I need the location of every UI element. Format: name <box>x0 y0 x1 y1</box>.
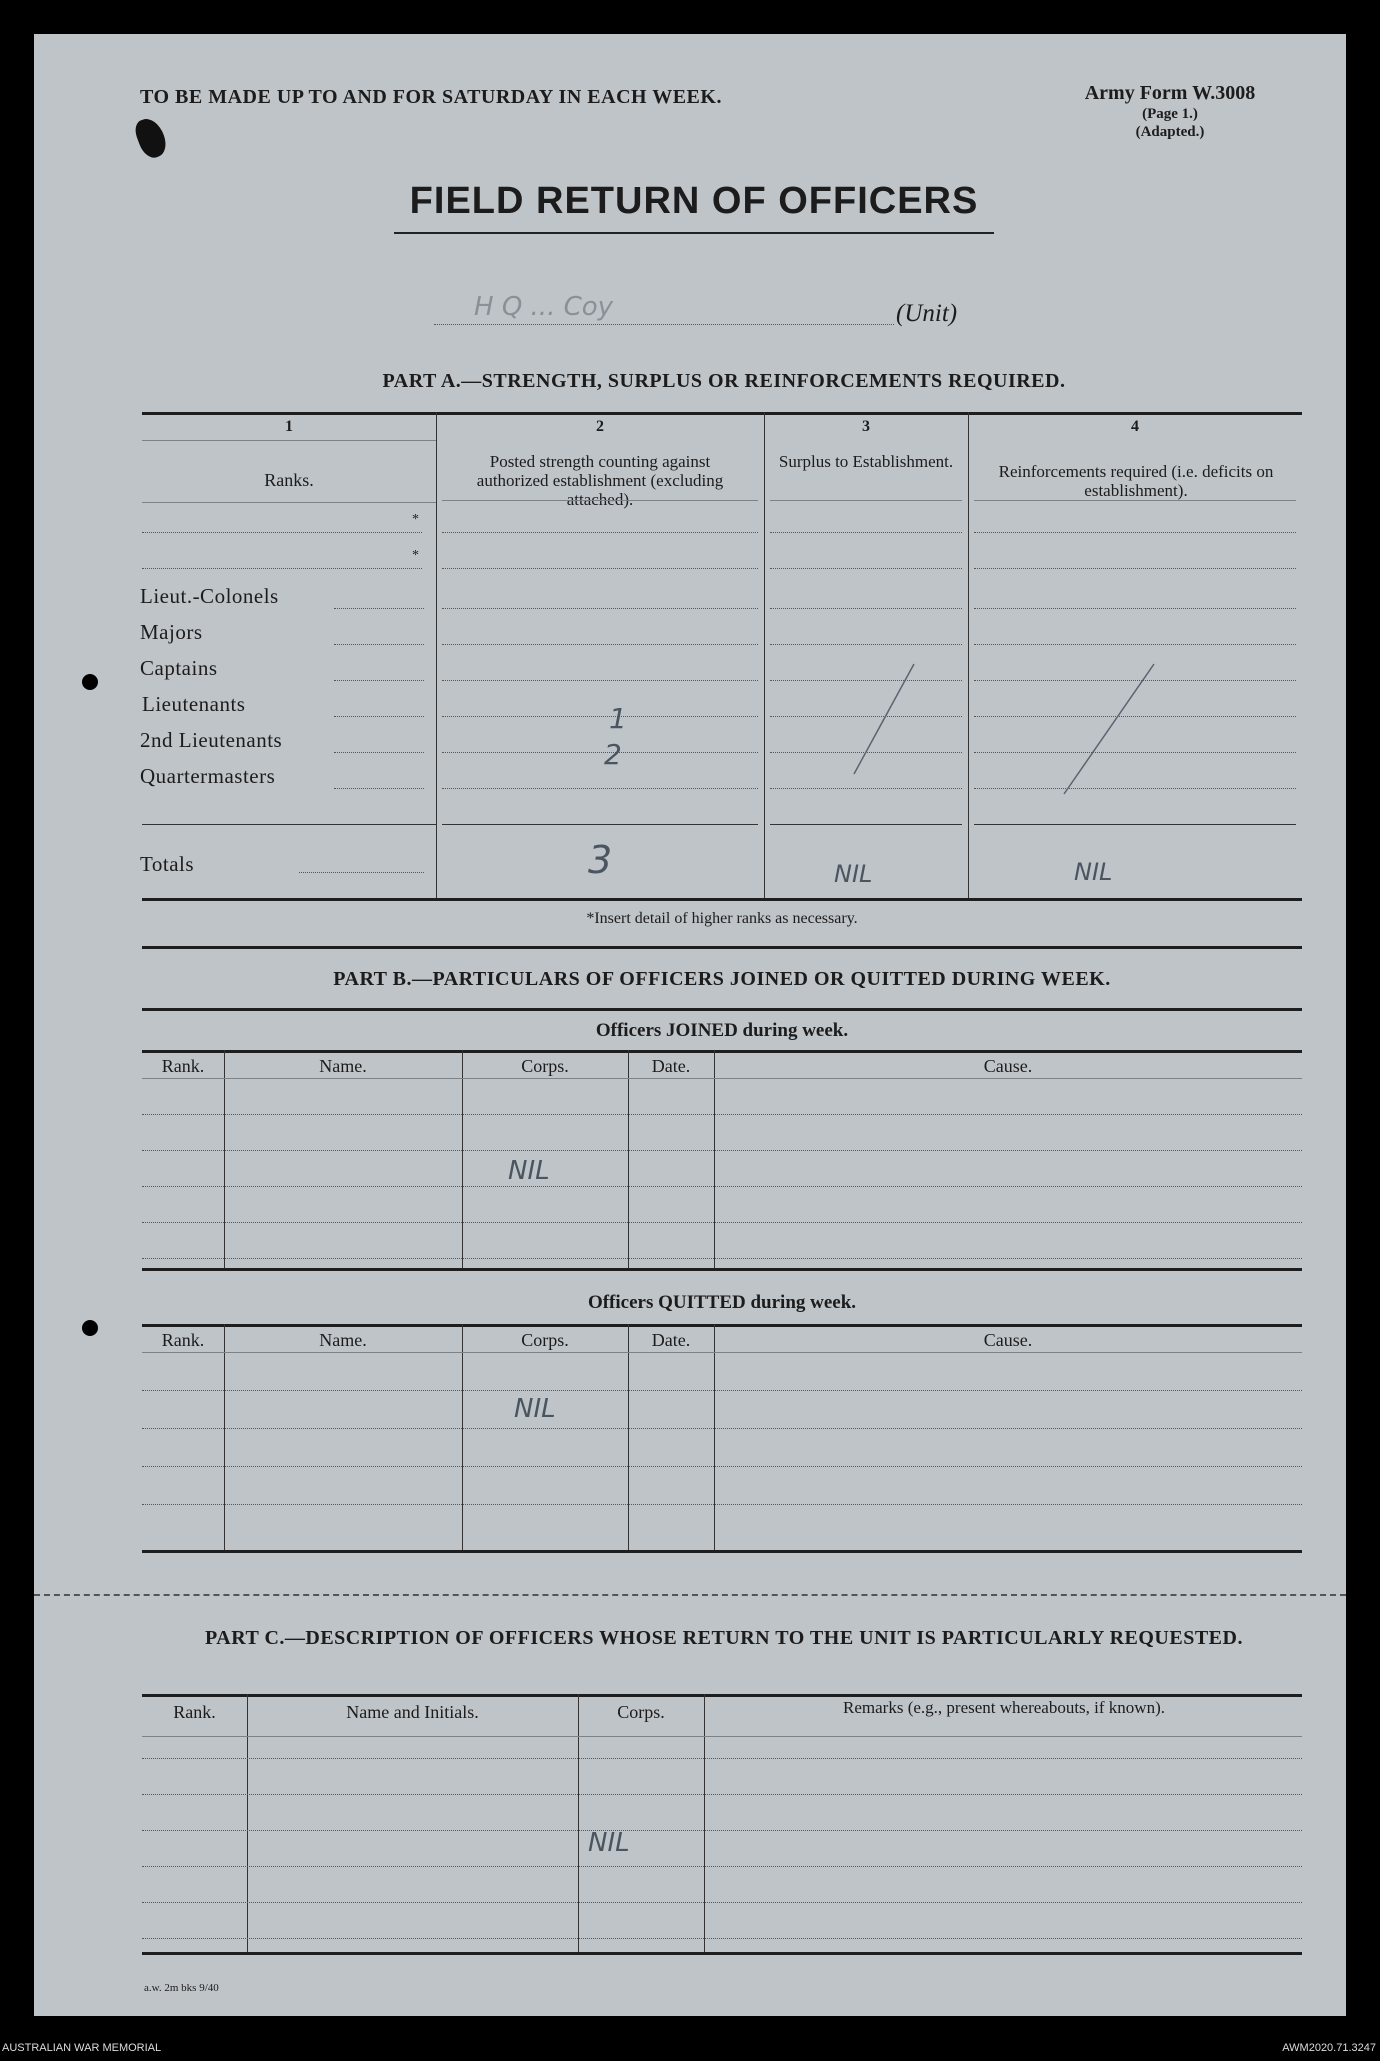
header-posted-strength: Posted strength counting against authorized establishment (excluding attached). <box>476 452 724 509</box>
partc-col-name: Name and Initials. <box>346 1702 479 1722</box>
part-b-heading: PART B.—PARTICULARS OF OFFICERS JOINED OR QUITTED DURING WEEK. <box>333 968 1111 990</box>
quitted-nil: NIL <box>514 1394 556 1424</box>
partc-col-rank: Rank. <box>173 1702 216 1722</box>
quitted-col-date: Date. <box>651 1330 691 1350</box>
joined-title: Officers JOINED during week. <box>595 1020 849 1041</box>
partc-nil: NIL <box>588 1828 630 1858</box>
part-a-bottom-rule <box>142 898 1302 901</box>
part-c-heading: PART C.—DESCRIPTION OF OFFICERS WHOSE RETURN TO THE UNIT IS PARTICULARLY REQUESTED. <box>205 1627 1243 1649</box>
quitted-col-corps: Corps. <box>521 1330 569 1350</box>
rank-label: Lieut.-Colonels <box>140 584 279 608</box>
joined-col-date: Date. <box>651 1056 691 1076</box>
part-a-footnote: *Insert detail of higher ranks as necessary. <box>586 910 858 927</box>
total-surplus: NIL <box>834 860 873 888</box>
col-number-4: 4 <box>1131 418 1139 435</box>
quitted-col-rank: Rank. <box>161 1330 205 1350</box>
punch-hole <box>82 1320 98 1336</box>
adapted-note: (Adapted.) <box>1135 124 1205 140</box>
page-number: (Page 1.) <box>1142 106 1198 122</box>
torn-spot <box>132 115 170 161</box>
unit-dotted-line <box>434 324 894 325</box>
part-a-top-rule <box>142 412 1302 415</box>
printer-mark: a.w. 2m bks 9/40 <box>144 1982 219 1994</box>
rank-label: Captains <box>140 656 218 680</box>
header-surplus: Surplus to Establishment. <box>778 452 954 471</box>
quitted-title: Officers QUITTED during week. <box>587 1292 857 1313</box>
form-number: Army Form W.3008 <box>1084 82 1256 104</box>
strike-through-marks <box>764 594 1304 834</box>
star-marker: * <box>412 512 419 527</box>
total-reinforcements: NIL <box>1074 858 1113 886</box>
col-number-2: 2 <box>596 418 604 435</box>
partc-col-corps: Corps. <box>617 1702 665 1722</box>
joined-col-cause: Cause. <box>983 1056 1033 1076</box>
posted-captains: 1 <box>609 702 627 735</box>
footer-right: AWM2020.71.3247 <box>1282 2042 1376 2054</box>
unit-handwritten: H Q ... Coy <box>474 292 614 322</box>
rank-label: Quartermasters <box>140 764 276 788</box>
col-number-3: 3 <box>862 418 870 435</box>
total-posted: 3 <box>588 838 613 882</box>
partc-col-remarks: Remarks (e.g., present whereabouts, if known). <box>843 1698 1165 1717</box>
quitted-col-cause: Cause. <box>983 1330 1033 1350</box>
header-ranks: Ranks. <box>264 470 314 490</box>
perforation-line <box>34 1594 1346 1596</box>
rank-label: Lieutenants <box>142 692 246 716</box>
header-reinforcements: Reinforcements required (i.e. deficits on establishment). <box>998 462 1274 500</box>
rank-label: Majors <box>140 620 203 644</box>
archive-footer <box>0 2034 1380 2061</box>
part-a-heading: PART A.—STRENGTH, SURPLUS OR REINFORCEMENTS REQUIRED. <box>382 370 1066 392</box>
col-number-1: 1 <box>285 418 293 435</box>
title-underline <box>394 232 994 234</box>
page-title: FIELD RETURN OF OFFICERS <box>409 180 979 222</box>
star-marker: * <box>412 548 419 563</box>
form-sheet <box>34 34 1346 2016</box>
rank-label: 2nd Lieutenants <box>140 728 283 752</box>
joined-col-corps: Corps. <box>521 1056 569 1076</box>
quitted-col-name: Name. <box>319 1330 367 1350</box>
joined-nil: NIL <box>508 1156 550 1186</box>
joined-col-name: Name. <box>319 1056 367 1076</box>
punch-hole <box>82 674 98 690</box>
unit-label: (Unit) <box>896 300 958 327</box>
joined-col-rank: Rank. <box>161 1056 205 1076</box>
totals-label: Totals <box>140 852 195 876</box>
footer-left: AUSTRALIAN WAR MEMORIAL <box>2 2042 162 2054</box>
posted-lieutenants: 2 <box>604 738 622 771</box>
instruction-text: TO BE MADE UP TO AND FOR SATURDAY IN EACH WEEK. <box>140 86 722 108</box>
